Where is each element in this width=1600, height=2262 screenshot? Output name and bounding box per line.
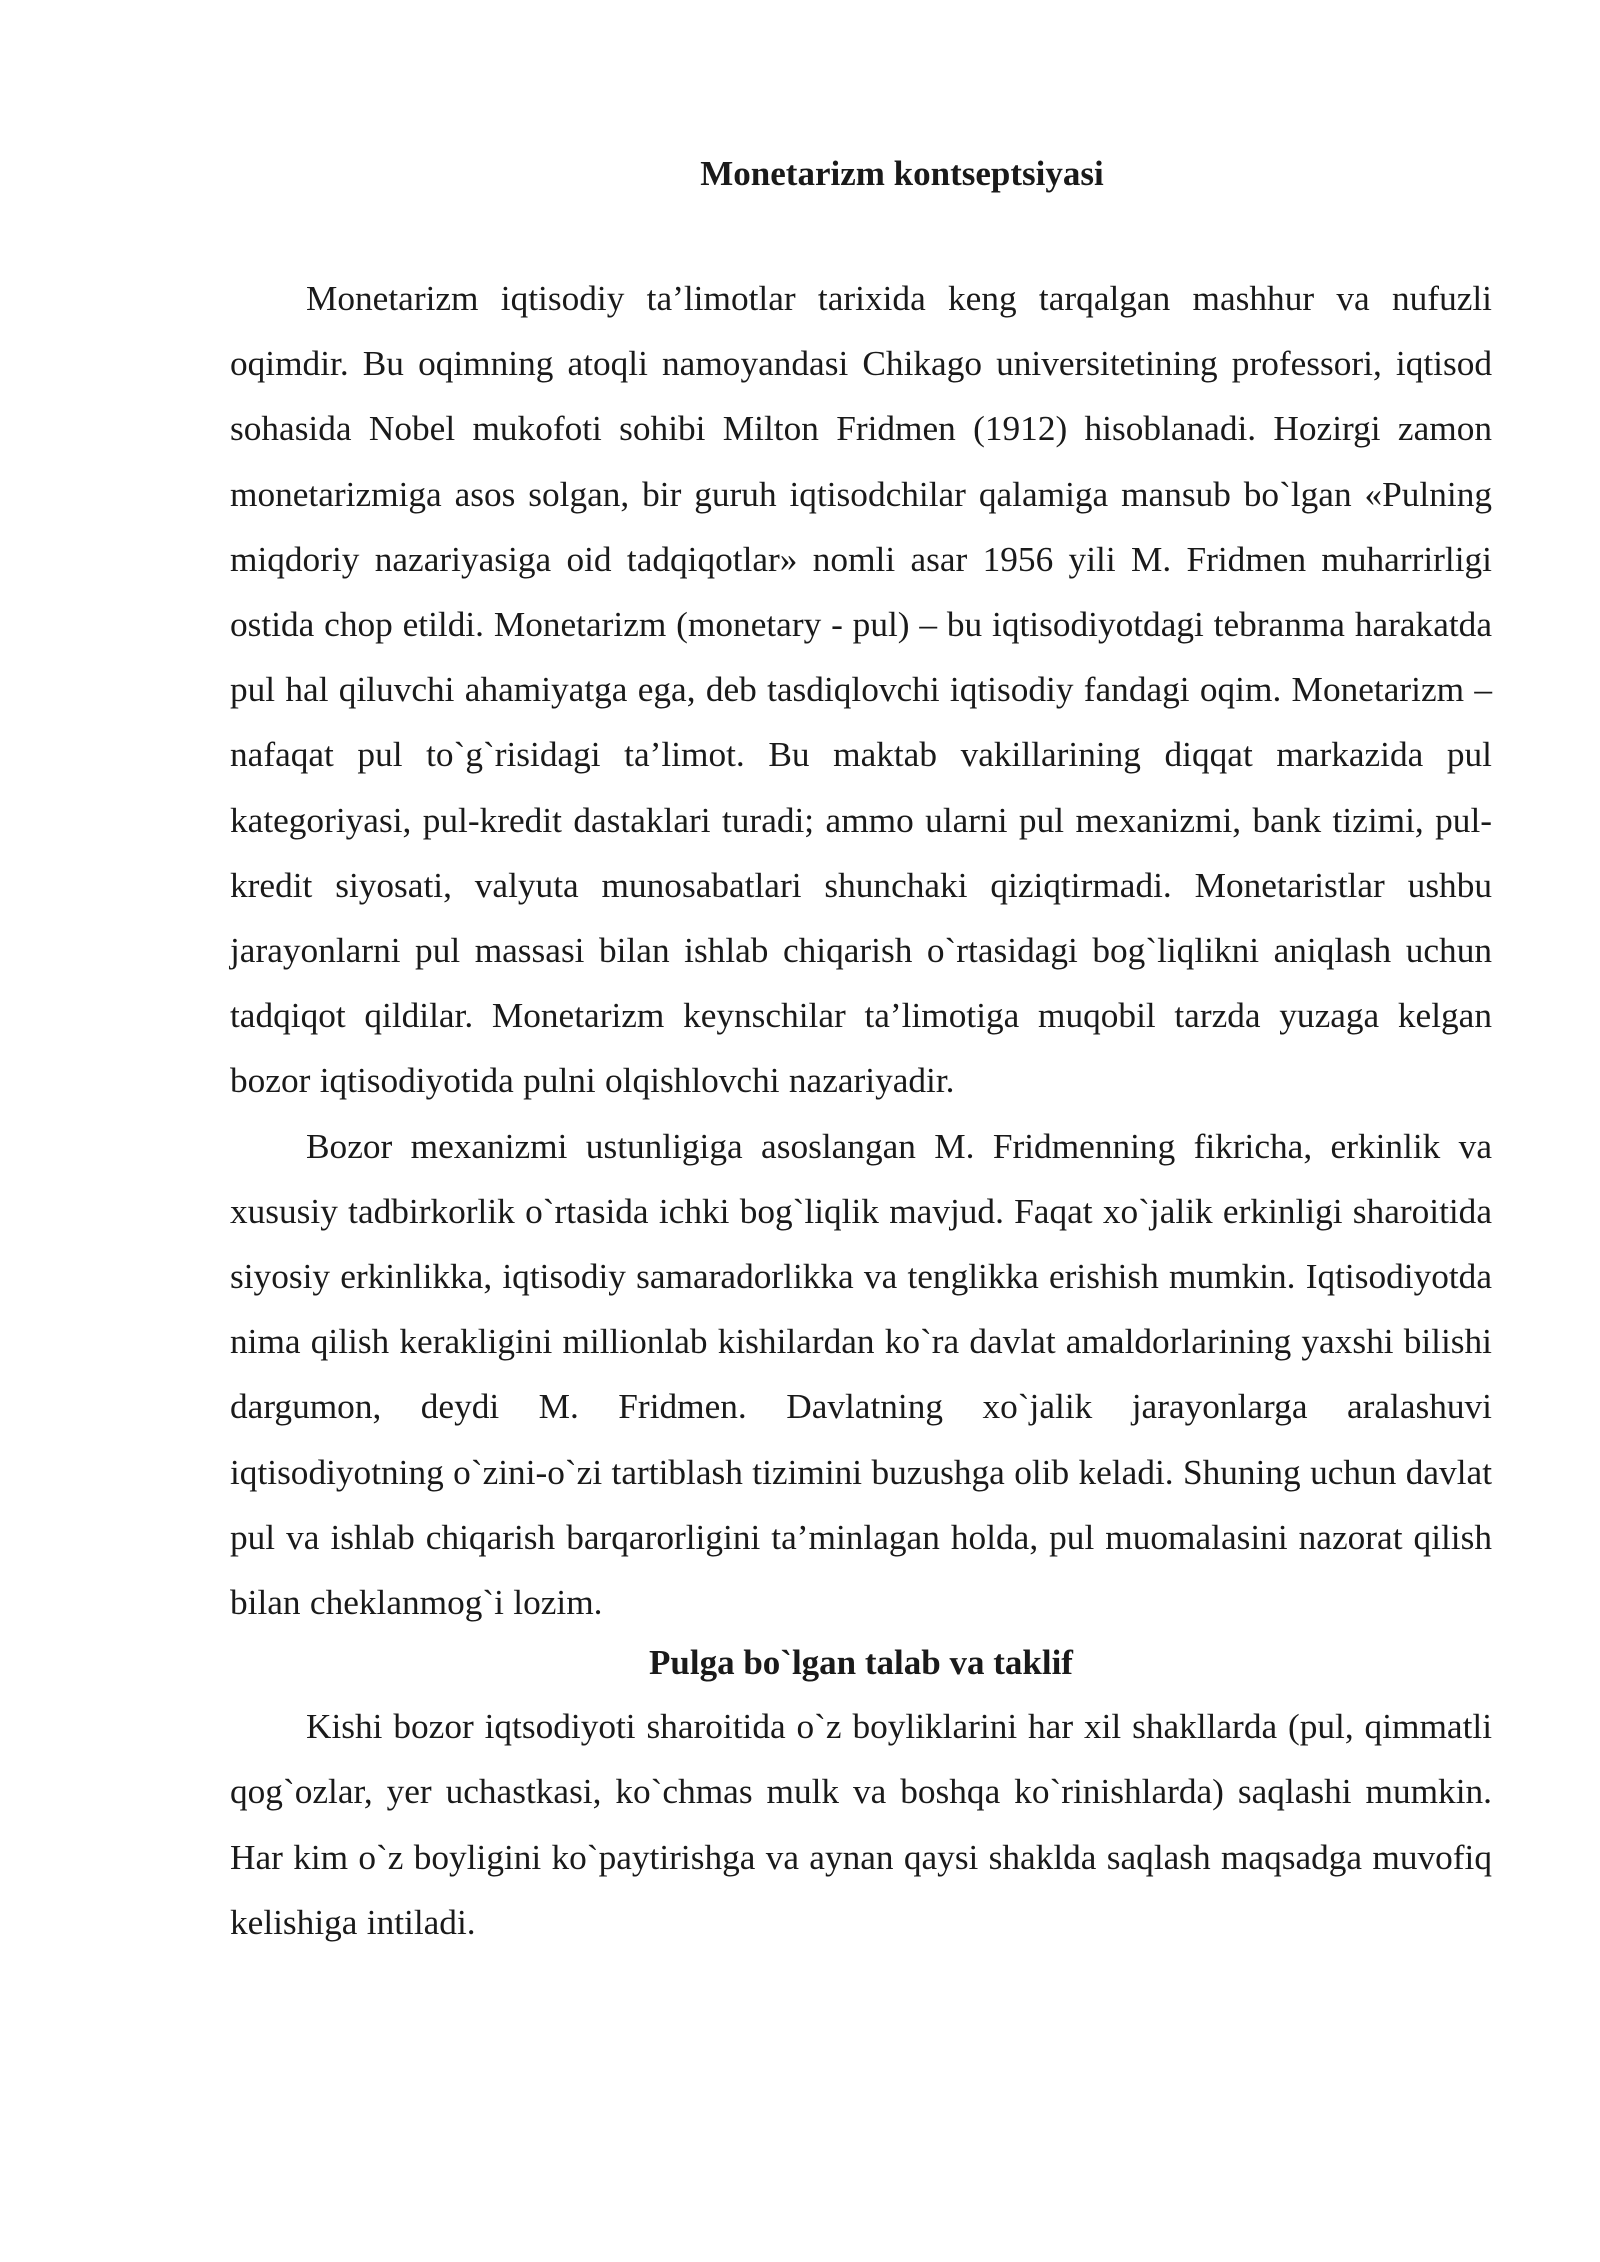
section-heading: Pulga bo`lgan talab va taklif [649, 1643, 1073, 1683]
paragraph-fridman-views: Bozor mexanizmi ustunligiga asoslangan M. Fridmenning fikricha, erkinlik va xususiy tadbirkorlik o`rtasida ichki bog`liqlik mavjud. Faqat xo`jalik erkinligi sharoitida siyosiy erkinlikka, iqtisodiy samaradorlikka va tenglikka erishish mumkin. Iqtisodiyotda nima qilish kerakligini millionlab kishilardan ko`ra davlat amaldorlarining yaxshi bilishi dargumon, deydi M. Fridmen. Davlatning xo`jalik jarayonlarga aralashuvi iqtisodiyotning o`zini-o`zi tartiblash tizimini buzushga olib keladi. Shuning uchun davlat pul va ishlab chiqarish barqarorligini ta’minlagan holda, pul muomalasini nazorat qilish bilan cheklanmog`i lozim. [230, 1126, 1492, 1623]
paragraph-monetarism-intro: Monetarizm iqtisodiy ta’limotlar tarixida keng tarqalgan mashhur va nufuzli oqimdir. Bu oqimning atoqli namoyandasi Chikago universitetining professori, iqtisod sohasida Nobel mukofoti sohibi Milton Fridmen (1912) hisoblanadi. Hozirgi zamon monetarizmiga asos solgan, bir guruh iqtisodchilar qalamiga mansub bo`lgan «Pulning miqdoriy nazariyasiga oid tadqiqotlar» nomli asar 1956 yili M. Fridmen muharrirligi ostida chop etildi. Monetarizm (monetary - pul) – bu iqtisodiyotdagi tebranma harakatda pul hal qiluvchi ahamiyatga ega, deb tasdiqlovchi iqtisodiy fandagi oqim. Monetarizm – nafaqat pul to`g`risidagi ta’limot. Bu maktab vakillarining diqqat markazida pul kategoriyasi, pul-kredit dastaklari turadi; ammo ularni pul mexanizmi, bank tizimi, pul-kredit siyosati, valyuta munosabatlari shunchaki qiziqtirmadi. Monetaristlar ushbu jarayonlarni pul massasi bilan ishlab chiqarish o`rtasidagi bog`liqlikni aniqlash uchun tadqiqot qildilar. Monetarizm keynschilar ta’limotiga muqobil tarzda yuzaga kelgan bozor iqtisodiyotida pulni olqishlovchi nazariyadir. [230, 279, 1492, 1101]
document-page [230, 148, 1492, 1955]
paragraph-money-demand: Kishi bozor iqtsodiyoti sharoitida o`z boyliklarini har xil shakllarda (pul, qimmatli qog`ozlar, yer uchastkasi, ko`chmas mulk va boshqa ko`rinishlarda) saqlashi mumkin. Har kim o`z boyligini ko`paytirishga va aynan qaysi shaklda saqlash maqsadga muvofiq kelishiga intiladi. [230, 1707, 1492, 1942]
document-title: Monetarizm kontseptsiyasi [700, 154, 1104, 193]
